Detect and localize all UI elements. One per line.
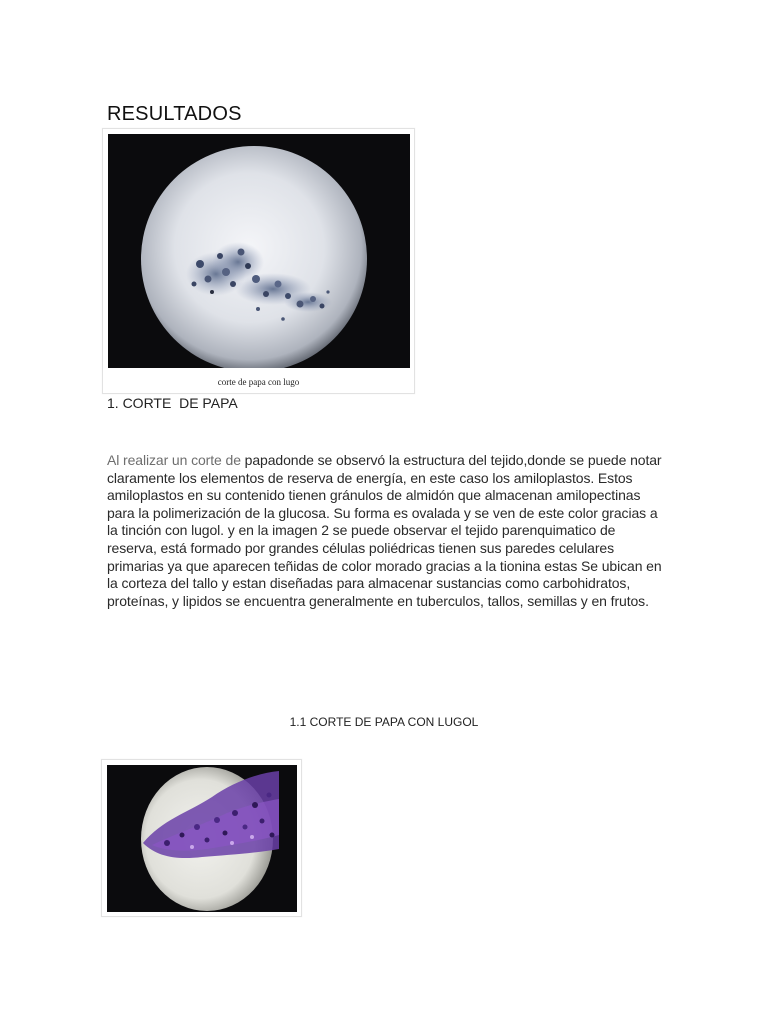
micrograph-parenchyma-tissue	[107, 765, 297, 912]
section-title: 1. CORTE DE PAPA	[107, 395, 238, 411]
page-heading: RESULTADOS	[107, 103, 242, 125]
paragraph-body: papadonde se observó la estructura del tejido,donde se puede notar claramente los elementos de reserva de energía, en este caso los amiloplastos. Estos amiloplastos en su contenido tienen gránulos de almidón que almacenan amilopectinas para la polimerización de la glucosa. Su forma es ovalada y se ven de este color gracias a la tinción con lugol. y en la imagen 2 se puede observar el tejido parenquimatico de reserva, está formado por grandes células poliédricas tienen sus paredes celulares primarias ya que aparecen teñidas de color morado gracias a la tionina estas Se ubican en la corteza del tallo y estan diseñadas para almacenar sustancias como carbohidratos, proteínas, y lipidos se encuentra generalmente en tuberculos, tallos, semillas y en frutos.	[107, 452, 662, 609]
figure-2-frame	[101, 759, 302, 917]
paragraph-lead: Al realizar un corte de	[107, 452, 245, 468]
figure-1-caption: corte de papa con lugo	[217, 377, 300, 387]
results-paragraph	[107, 452, 667, 610]
micrograph-potato-lugol	[108, 134, 410, 368]
figure-1-frame	[102, 128, 415, 394]
subsection-title: 1.1 CORTE DE PAPA CON LUGOL	[289, 715, 479, 729]
